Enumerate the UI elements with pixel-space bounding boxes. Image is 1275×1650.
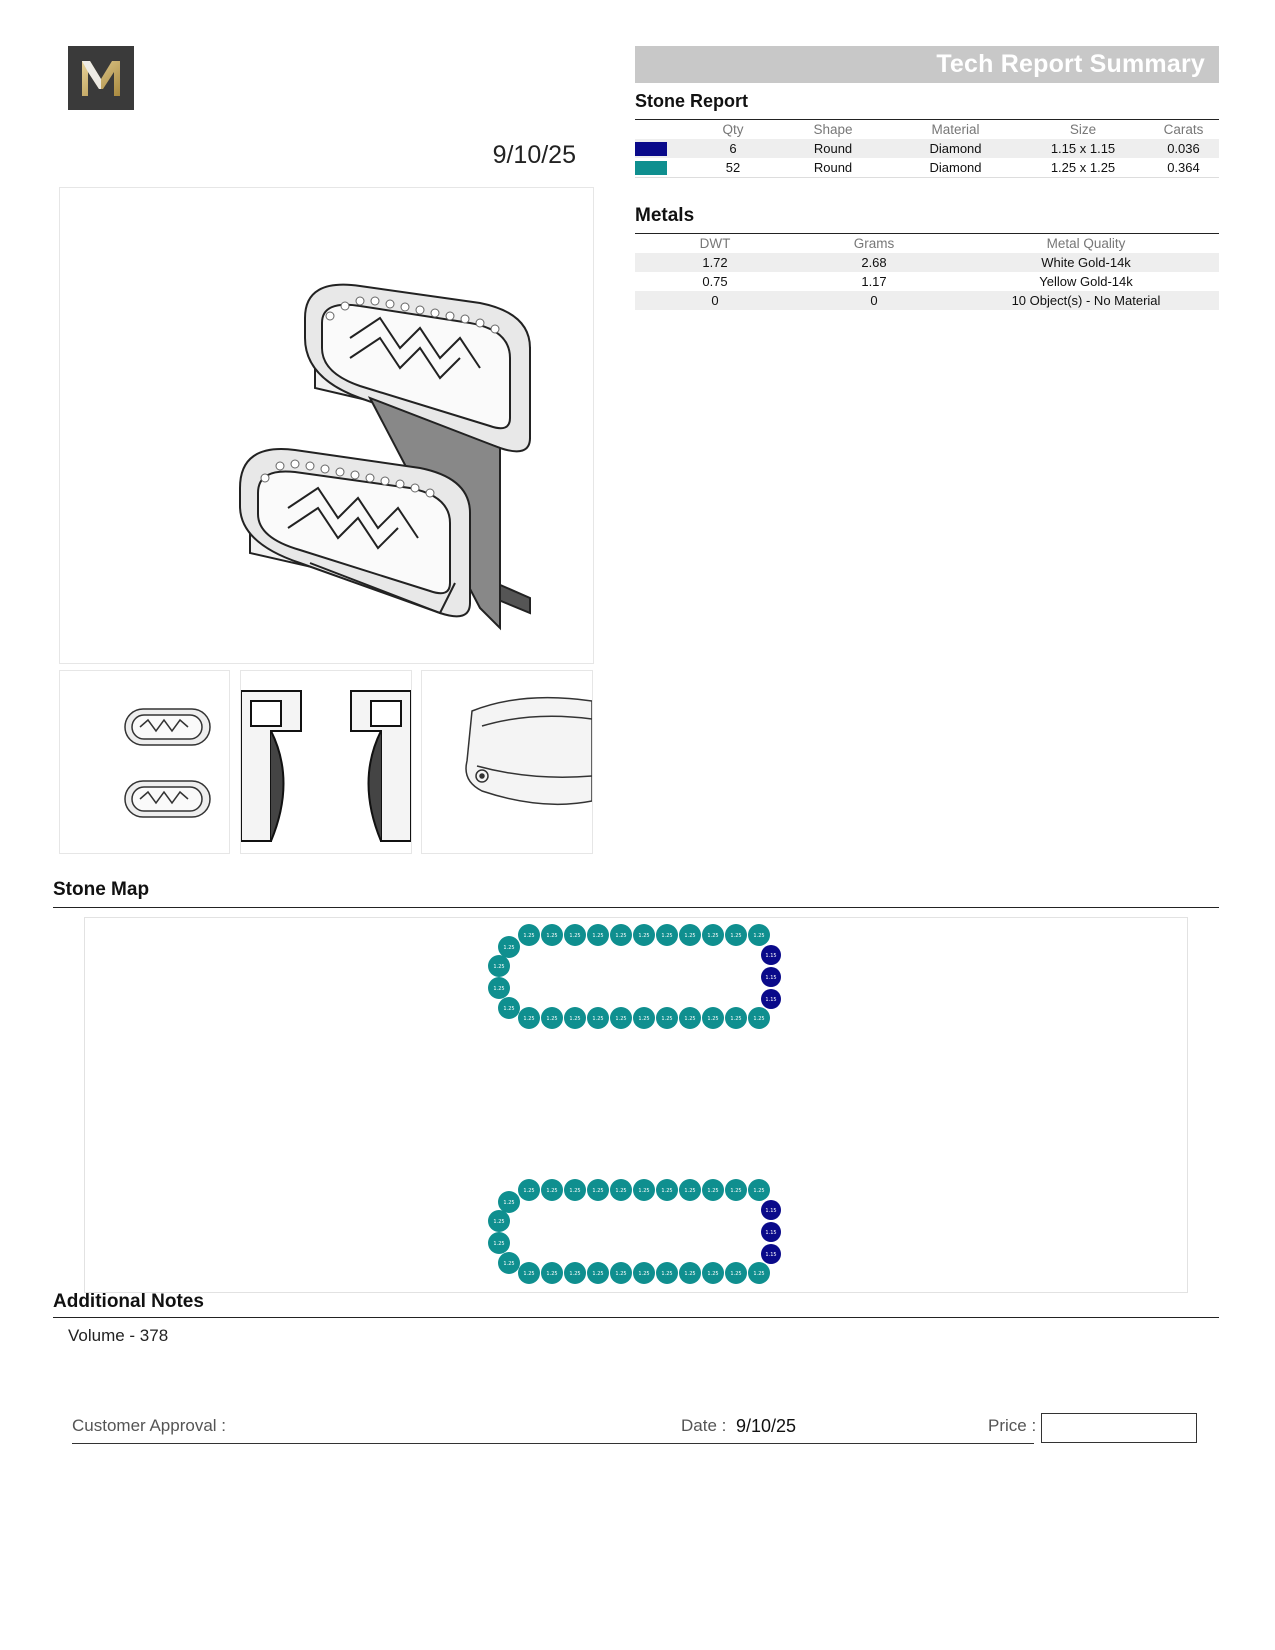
metal-grams: 2.68 (795, 253, 953, 272)
notes-rule (53, 1317, 1219, 1318)
col-dwt: DWT (699, 236, 731, 251)
stone-color-swatch (635, 142, 667, 156)
stone-shape: Round (813, 160, 853, 175)
stone-size-label: 1.15 (765, 1230, 777, 1236)
stone-size-label: 1.25 (592, 933, 604, 939)
stone-size-label: 1.25 (546, 933, 558, 939)
stone-size-label: 1.25 (661, 1016, 673, 1022)
stone-size-label: 1.15 (765, 1252, 777, 1258)
stone-size-label: 1.25 (753, 933, 765, 939)
price-label: Price : (988, 1416, 1037, 1435)
table-row (635, 139, 1219, 158)
stone-size-label: 1.25 (493, 1219, 505, 1225)
stone-size-label: 1.25 (638, 1271, 650, 1277)
metals-table (635, 233, 1219, 310)
stone-size-label: 1.25 (707, 1271, 719, 1277)
stone-size-label: 1.25 (684, 1271, 696, 1277)
stone-size-label: 1.25 (638, 1188, 650, 1194)
stone-size-label: 1.25 (592, 1016, 604, 1022)
stone-size-label: 1.25 (661, 1188, 673, 1194)
stone-size-label: 1.25 (503, 1006, 515, 1012)
customer-approval-label: Customer Approval : (72, 1416, 227, 1435)
stone-size-label: 1.25 (569, 1016, 581, 1022)
stone-size-label: 1.25 (503, 1200, 515, 1206)
stone-size-label: 1.25 (684, 1188, 696, 1194)
metal-grams: 1.17 (861, 274, 887, 289)
stone-size-label: 1.25 (730, 1016, 742, 1022)
price-input[interactable] (1041, 1413, 1197, 1443)
col-qty: Qty (722, 122, 744, 137)
metals-header-row (635, 234, 1219, 253)
stone-size-label: 1.25 (684, 933, 696, 939)
table-row (635, 253, 1219, 272)
stone-size-label: 1.25 (493, 986, 505, 992)
col-carats: Carats (1163, 122, 1204, 137)
stone-size-label: 1.25 (730, 933, 742, 939)
stone-size-label: 1.25 (638, 1016, 650, 1022)
stone-size-label: 1.25 (615, 1016, 627, 1022)
stone-size-label: 1.25 (503, 945, 515, 951)
thumbnail-side-view (240, 670, 412, 854)
metal-quality: Yellow Gold-14k (1039, 274, 1133, 289)
report-title: Tech Report Summary (936, 50, 1205, 78)
stone-size-label: 1.25 (503, 1261, 515, 1267)
stone-map-canvas (85, 918, 1187, 1292)
stone-size-label: 1.25 (493, 1241, 505, 1247)
stone-size-label: 1.25 (753, 1188, 765, 1194)
stone-report-table (635, 119, 1219, 178)
metal-grams: 0 (795, 291, 953, 310)
stone-size-label: 1.25 (523, 1188, 535, 1194)
stone-size-label: 1.25 (523, 1271, 535, 1277)
stone-size-label: 1.25 (546, 1188, 558, 1194)
table-row (635, 291, 1219, 310)
approval-date-value: 9/10/25 (736, 1416, 797, 1436)
stone-size-label: 1.25 (684, 1016, 696, 1022)
stone-size: 1.25 x 1.25 (1050, 160, 1116, 175)
stone-size-label: 1.15 (765, 1208, 777, 1214)
approval-date-label: Date : (681, 1416, 727, 1435)
stone-size-label: 1.15 (765, 975, 777, 981)
stone-material: Diamond (929, 160, 982, 175)
stone-size-label: 1.25 (592, 1271, 604, 1277)
table-row (635, 158, 1219, 177)
stone-size-label: 1.25 (523, 1016, 535, 1022)
approval-signature-line (72, 1443, 1034, 1444)
stone-material: Diamond (893, 139, 1018, 158)
stone-size-label: 1.25 (569, 1271, 581, 1277)
stone-carats: 0.036 (1148, 139, 1219, 158)
metal-quality: White Gold-14k (953, 253, 1219, 272)
col-grams: Grams (853, 236, 895, 251)
report-date: 9/10/25 (492, 141, 576, 169)
stone-report-header-row (635, 120, 1219, 139)
stone-report-title: Stone Report (635, 91, 749, 111)
metal-dwt: 0 (635, 291, 795, 310)
stone-size-label: 1.25 (523, 933, 535, 939)
metals-title: Metals (635, 205, 695, 226)
company-logo (68, 46, 134, 110)
stone-carats: 0.364 (1167, 160, 1200, 175)
stone-size-label: 1.25 (707, 1016, 719, 1022)
stone-map-title: Stone Map (53, 879, 150, 900)
stone-size-label: 1.25 (730, 1188, 742, 1194)
report-title-bar (635, 46, 1219, 83)
main-render-image (59, 187, 594, 664)
stone-size-label: 1.25 (661, 933, 673, 939)
stone-size-label: 1.25 (638, 933, 650, 939)
col-size: Size (1069, 122, 1097, 137)
stone-size-label: 1.25 (730, 1271, 742, 1277)
stone-size-label: 1.25 (569, 933, 581, 939)
notes-text: Volume - 378 (68, 1326, 169, 1345)
table-row (635, 272, 1219, 291)
stone-size-label: 1.25 (753, 1016, 765, 1022)
stone-size-label: 1.25 (615, 1271, 627, 1277)
stone-size-label: 1.15 (765, 953, 777, 959)
stone-size-label: 1.25 (493, 964, 505, 970)
thumbnail-front-view (421, 670, 593, 854)
stone-size-label: 1.25 (569, 1188, 581, 1194)
stone-size-label: 1.25 (592, 1188, 604, 1194)
thumbnail-top-view (59, 670, 230, 854)
stone-qty: 52 (725, 160, 741, 175)
stone-qty: 6 (693, 139, 773, 158)
stone-map-rule (53, 907, 1219, 908)
metal-dwt: 0.75 (702, 274, 728, 289)
stone-size-label: 1.25 (615, 933, 627, 939)
stone-size-label: 1.25 (753, 1271, 765, 1277)
stone-map (84, 917, 1188, 1293)
notes-title: Additional Notes (53, 1291, 204, 1312)
stone-size-label: 1.15 (765, 997, 777, 1003)
metal-quality: 10 Object(s) - No Material (953, 291, 1219, 310)
stone-color-swatch (635, 161, 667, 175)
stone-size: 1.15 x 1.15 (1018, 139, 1148, 158)
stone-size-label: 1.25 (546, 1271, 558, 1277)
col-shape: Shape (813, 122, 853, 137)
stone-size-label: 1.25 (546, 1016, 558, 1022)
stone-shape: Round (773, 139, 893, 158)
metal-dwt: 1.72 (635, 253, 795, 272)
stone-size-label: 1.25 (661, 1271, 673, 1277)
col-material: Material (931, 122, 980, 137)
stone-size-label: 1.25 (707, 933, 719, 939)
logo-mark (68, 46, 134, 110)
stone-size-label: 1.25 (707, 1188, 719, 1194)
col-metal-quality: Metal Quality (1046, 236, 1126, 251)
stone-size-label: 1.25 (615, 1188, 627, 1194)
